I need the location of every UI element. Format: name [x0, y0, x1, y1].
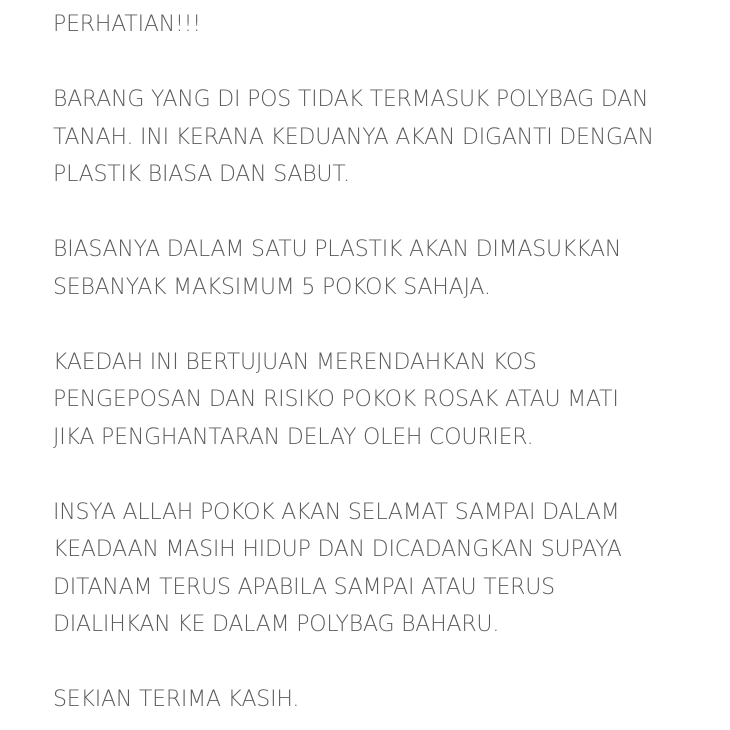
notice-paragraph-arrival: INSYA ALLAH POKOK AKAN SELAMAT SAMPAI DALAM KEADAAN MASIH HIDUP DAN DICADANGKAN SUPAYA DITANAM TERUS APABILA SAMPAI ATAU TERUS DIALIHKAN KE DALAM POLYBAG BAHARU.: [53, 499, 622, 637]
notice-document: [53, 6, 713, 719]
notice-heading: PERHATIAN!!!: [53, 12, 201, 37]
notice-closing: SEKIAN TERIMA KASIH.: [53, 687, 300, 712]
notice-paragraph-purpose: KAEDAH INI BERTUJUAN MERENDAHKAN KOS PENGEPOSAN DAN RISIKO POKOK ROSAK ATAU MATI JIKA PENGHANTARAN DELAY OLEH COURIER.: [53, 349, 619, 450]
notice-paragraph-polybag: BARANG YANG DI POS TIDAK TERMASUK POLYBAG DAN TANAH. INI KERANA KEDUANYA AKAN DIGANTI DENGAN PLASTIK BIASA DAN SABUT.: [53, 87, 654, 187]
notice-paragraph-quantity: BIASANYA DALAM SATU PLASTIK AKAN DIMASUKKAN SEBANYAK MAKSIMUM 5 POKOK SAHAJA.: [53, 237, 622, 300]
